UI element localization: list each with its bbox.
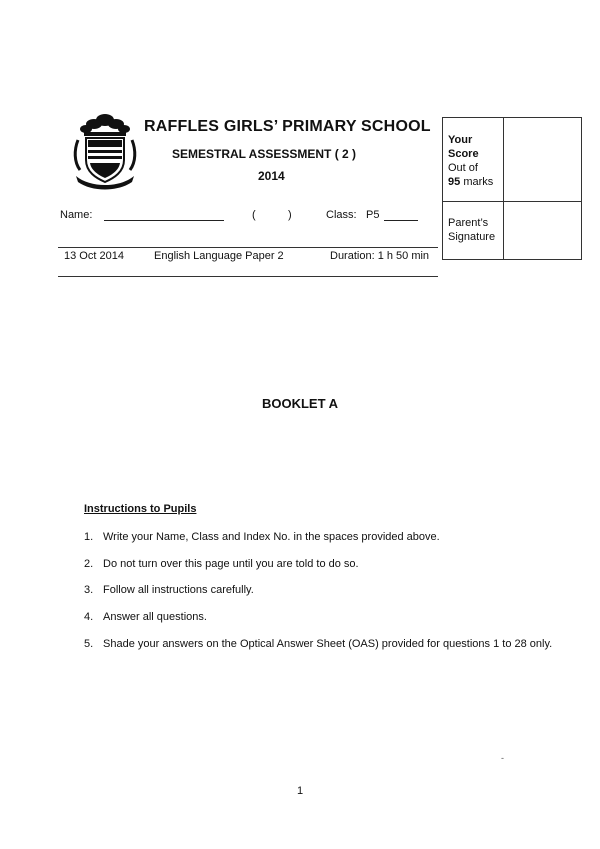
- class-field[interactable]: [384, 220, 418, 221]
- instruction-text: Do not turn over this page until you are told to do so.: [103, 558, 359, 570]
- score-box-horizontal-divider: [443, 201, 581, 202]
- score-label-score: Score: [448, 148, 479, 160]
- total-marks: 95: [448, 176, 461, 188]
- stray-mark: -: [501, 753, 504, 763]
- divider-top: [58, 247, 438, 248]
- divider-bottom: [58, 276, 438, 277]
- score-label-out-of: Out of: [448, 162, 478, 174]
- instruction-text: Write your Name, Class and Index No. in the spaces provided above.: [103, 531, 440, 543]
- instruction-number: 4.: [84, 611, 94, 623]
- score-box-vertical-divider: [503, 118, 504, 259]
- signature-label-parents: Parent’s: [448, 217, 489, 229]
- index-close-paren: ): [288, 209, 292, 221]
- instruction-number: 1.: [84, 531, 94, 543]
- paper-info-row: [64, 250, 438, 264]
- score-label: [448, 133, 493, 189]
- paper-title: English Language Paper 2: [154, 250, 284, 262]
- signature-label: [448, 216, 495, 244]
- school-name: RAFFLES GIRLS’ PRIMARY SCHOOL: [144, 118, 431, 135]
- instruction-text: Answer all questions.: [103, 611, 207, 623]
- instruction-number: 3.: [84, 584, 94, 596]
- paper-duration: Duration: 1 h 50 min: [330, 250, 430, 262]
- score-box: [442, 117, 582, 260]
- instructions-title: Instructions to Pupils: [84, 503, 197, 515]
- name-label: Name:: [60, 209, 93, 221]
- school-crest-icon: [72, 110, 138, 190]
- name-field[interactable]: [104, 220, 224, 221]
- score-label-your: Your: [448, 134, 473, 146]
- booklet-title: BOOKLET A: [261, 396, 339, 411]
- assessment-year: 2014: [258, 169, 285, 183]
- class-value: P5: [366, 209, 380, 221]
- assessment-title: SEMESTRAL ASSESSMENT ( 2 ): [172, 147, 357, 161]
- signature-label-signature: Signature: [448, 231, 496, 243]
- page-number: 1: [296, 785, 304, 797]
- marks-word: marks: [463, 176, 494, 188]
- instruction-text: Follow all instructions carefully.: [103, 584, 254, 596]
- paper-date: 13 Oct 2014: [64, 250, 124, 262]
- instruction-number: 2.: [84, 558, 94, 570]
- index-open-paren: (: [252, 209, 256, 221]
- instruction-number: 5.: [84, 638, 94, 650]
- instruction-text: Shade your answers on the Optical Answer Sheet (OAS) provided for questions 1 to 28 only.: [103, 638, 553, 650]
- class-label: Class:: [326, 209, 357, 221]
